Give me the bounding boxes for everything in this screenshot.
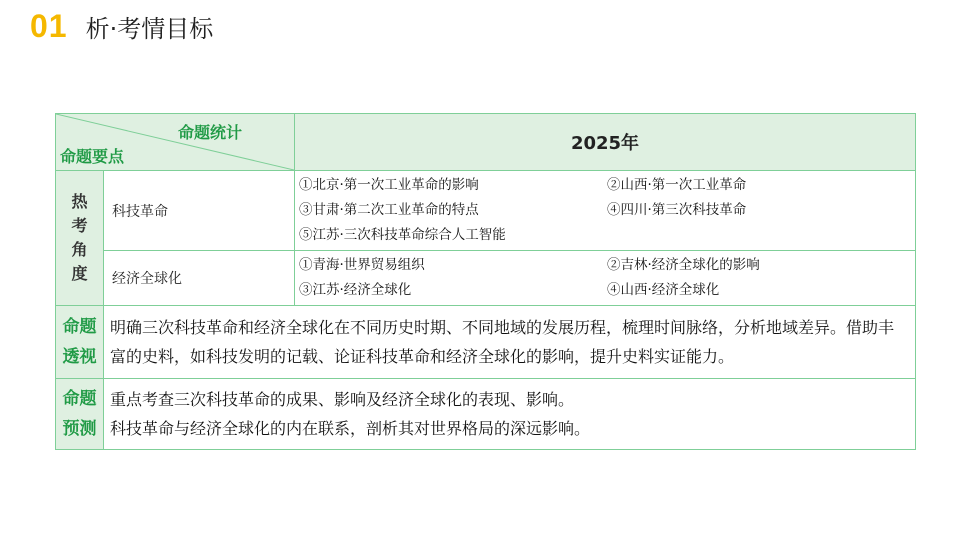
section-number: 01 xyxy=(30,7,68,44)
list-item: ④四川·第三次科技革命 xyxy=(607,202,747,218)
corner-top-label: 命题统计 xyxy=(177,123,242,142)
corner-bottom-label: 命题要点 xyxy=(60,147,125,166)
list-item: ⑤江苏·三次科技革命综合人工智能 xyxy=(299,227,506,243)
year-header: 2025年 xyxy=(295,114,916,171)
hot-angle-char: 度 xyxy=(71,264,88,283)
topic-items-cell xyxy=(295,171,916,251)
list-item: ②吉林·经济全球化的影响 xyxy=(607,257,760,273)
label-line: 命题 xyxy=(62,389,97,409)
list-item: ④山西·经济全球化 xyxy=(607,282,720,298)
perspective-text-cell xyxy=(104,306,916,379)
list-item: ②山西·第一次工业革命 xyxy=(607,177,747,193)
hot-angle-char: 角 xyxy=(71,240,88,259)
list-item: ③江苏·经济全球化 xyxy=(299,282,412,298)
label-line: 命题 xyxy=(62,317,97,337)
perspective-text: 明确三次科技革命和经济全球化在不同历史时期、不同地域的发展历程，梳理时间脉络，分析地域差异。借助丰富的史料，如科技发明的记载、论证科技革命和经济全球化的影响，提升史料实证能力。 xyxy=(110,318,895,366)
label-line: 预测 xyxy=(62,419,97,439)
table-row xyxy=(56,379,916,450)
section-title: 析·考情目标 xyxy=(85,14,214,43)
list-item: ①北京·第一次工业革命的影响 xyxy=(299,177,479,193)
hot-angle-label xyxy=(56,171,104,306)
prediction-label xyxy=(56,379,104,450)
section-header xyxy=(30,6,213,46)
label-line: 透视 xyxy=(62,347,97,367)
topic-tech-revolution: 科技革命 xyxy=(104,171,295,251)
hot-angle-char: 热 xyxy=(71,192,88,211)
hot-angle-char: 考 xyxy=(71,216,88,235)
prediction-line: 科技革命与经济全球化的内在联系，剖析其对世界格局的深远影响。 xyxy=(110,419,591,438)
table-row xyxy=(56,251,916,306)
diagonal-header-cell xyxy=(56,114,295,171)
table-header-row xyxy=(56,114,916,171)
table-row xyxy=(56,171,916,251)
list-item: ①青海·世界贸易组织 xyxy=(299,257,425,273)
exam-analysis-table xyxy=(55,113,916,450)
topic-items-cell xyxy=(295,251,916,306)
topic-globalization: 经济全球化 xyxy=(104,251,295,306)
list-item: ③甘肃·第二次工业革命的特点 xyxy=(299,202,479,218)
table-row xyxy=(56,306,916,379)
prediction-text-cell xyxy=(104,379,916,450)
perspective-label xyxy=(56,306,104,379)
prediction-line: 重点考查三次科技革命的成果、影响及经济全球化的表现、影响。 xyxy=(110,390,575,409)
